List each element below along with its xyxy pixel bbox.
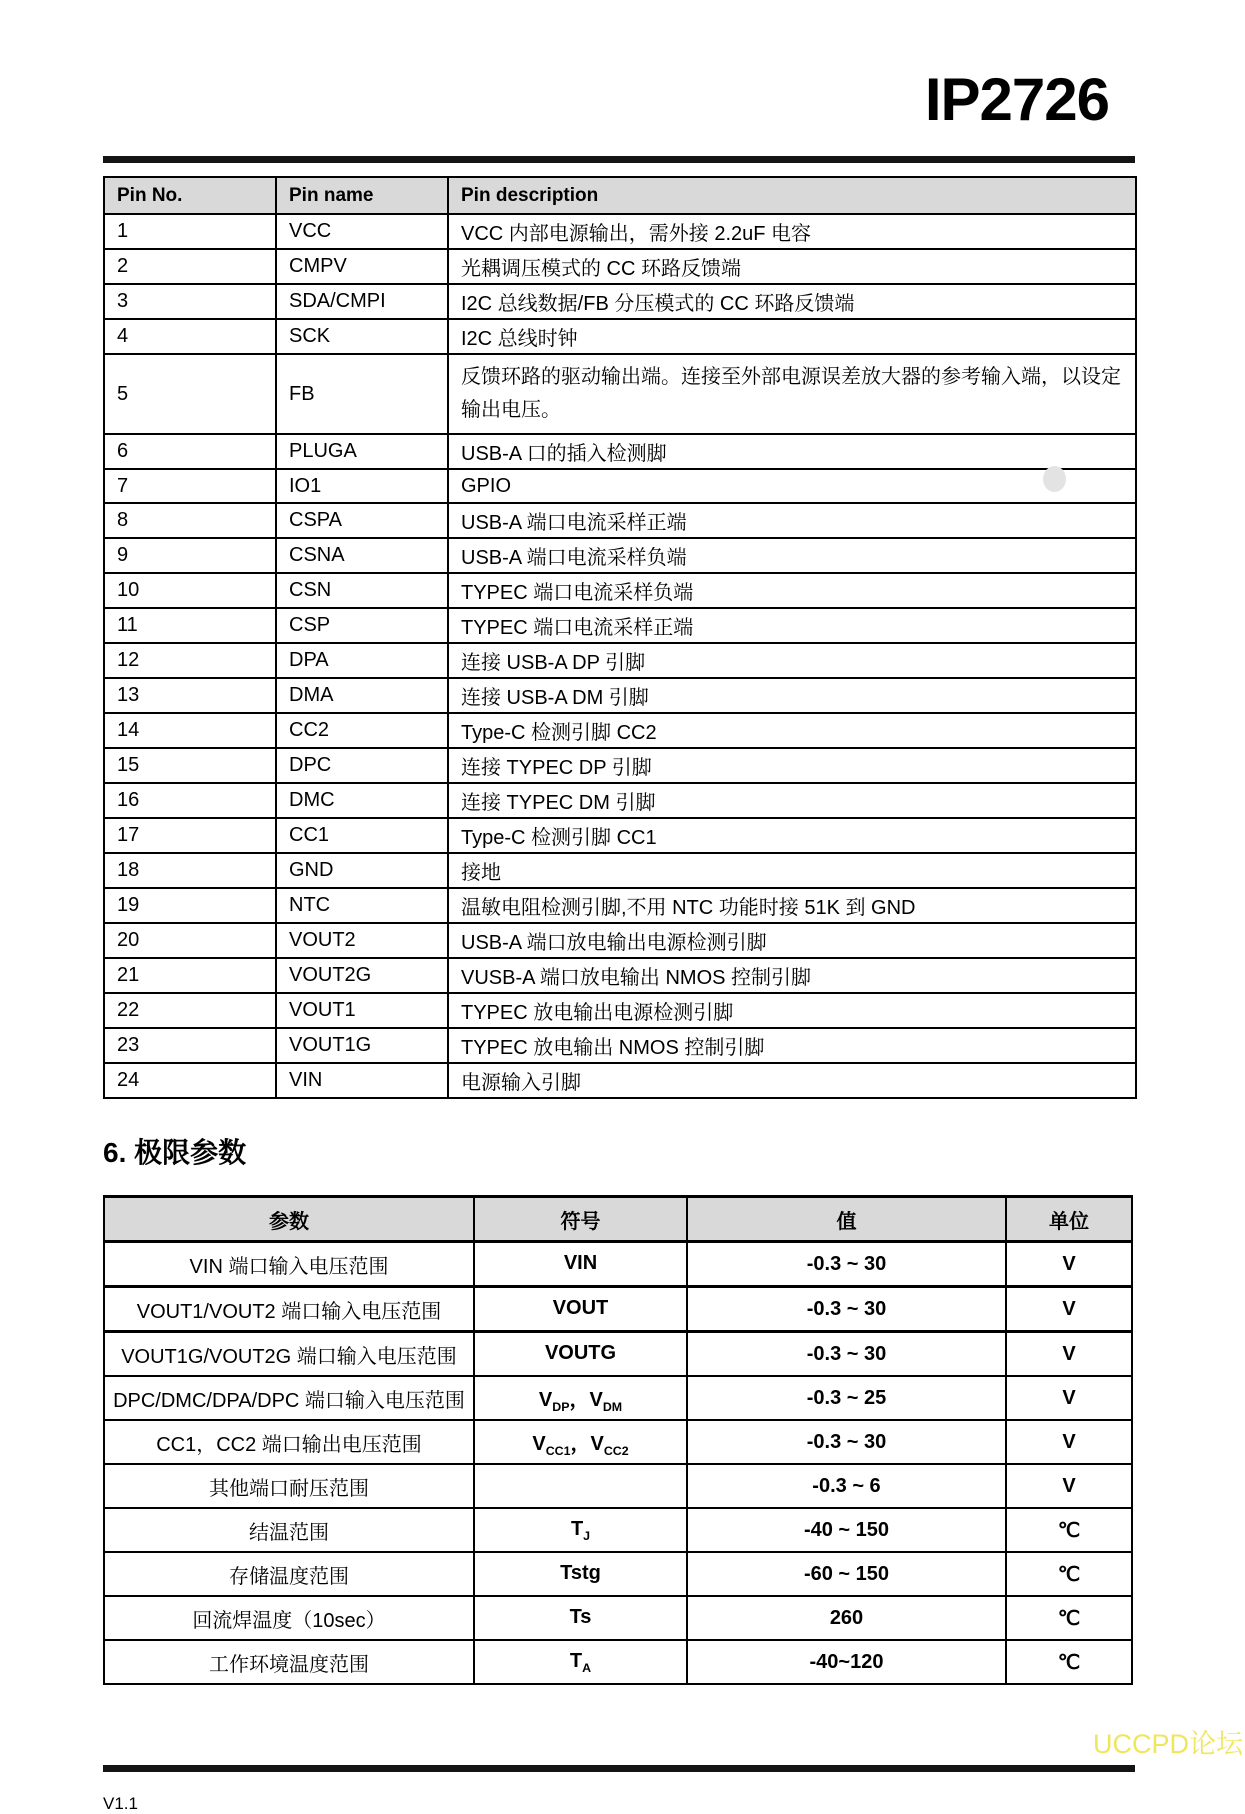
table-row: [104, 678, 1136, 713]
limit-table-header-row: [104, 1197, 1132, 1242]
pin-no-cell: 6: [104, 434, 276, 469]
table-row: [104, 1376, 1132, 1420]
pin-name-cell: NTC: [276, 888, 448, 923]
pin-no-cell: 2: [104, 249, 276, 284]
pin-table-header-row: [104, 177, 1136, 214]
pin-name-cell: SCK: [276, 319, 448, 354]
pin-desc-cell: TYPEC 端口电流采样负端: [448, 573, 1136, 608]
pin-desc-cell: TYPEC 端口电流采样正端: [448, 608, 1136, 643]
param-cell: 结温范围: [104, 1508, 474, 1552]
param-header: 参数: [104, 1197, 474, 1242]
table-row: [104, 1287, 1132, 1332]
table-row: [104, 993, 1136, 1028]
pin-description-header: Pin description: [448, 177, 1136, 214]
symbol-cell: $V_{CC1}$，$V_{CC2}$: [474, 1420, 687, 1464]
pin-name-cell: VOUT2: [276, 923, 448, 958]
pin-desc-cell: I2C 总线数据/FB 分压模式的 CC 环路反馈端: [448, 284, 1136, 319]
table-row: [104, 888, 1136, 923]
unit-cell: V: [1006, 1242, 1132, 1287]
unit-cell: ℃: [1006, 1596, 1132, 1640]
pin-no-cell: 14: [104, 713, 276, 748]
pin-name-cell: CMPV: [276, 249, 448, 284]
pin-desc-cell: USB-A 端口电流采样正端: [448, 503, 1136, 538]
symbol-cell: VOUTG: [474, 1332, 687, 1377]
table-row: [104, 853, 1136, 888]
pin-no-cell: 12: [104, 643, 276, 678]
value-cell: -0.3 ~ 30: [687, 1332, 1006, 1377]
table-row: [104, 1420, 1132, 1464]
symbol-cell: [474, 1464, 687, 1508]
pin-desc-cell: 连接 USB-A DP 引脚: [448, 643, 1136, 678]
unit-cell: V: [1006, 1287, 1132, 1332]
pin-name-cell: VOUT2G: [276, 958, 448, 993]
pin-no-cell: 15: [104, 748, 276, 783]
symbol-cell: Tstg: [474, 1552, 687, 1596]
value-cell: 260: [687, 1596, 1006, 1640]
pin-desc-cell: 接地: [448, 853, 1136, 888]
param-cell: VOUT1G/VOUT2G 端口输入电压范围: [104, 1332, 474, 1377]
table-row: [104, 434, 1136, 469]
pin-desc-cell: USB-A 口的插入检测脚: [448, 434, 1136, 469]
table-row: [104, 643, 1136, 678]
pin-no-cell: 4: [104, 319, 276, 354]
pin-desc-cell: 反馈环路的驱动输出端。连接至外部电源误差放大器的参考输入端，以设定输出电压。: [448, 354, 1136, 434]
pin-name-cell: VCC: [276, 214, 448, 249]
value-cell: -0.3 ~ 6: [687, 1464, 1006, 1508]
table-row: [104, 1242, 1132, 1287]
pin-desc-cell: VUSB-A 端口放电输出 NMOS 控制引脚: [448, 958, 1136, 993]
page-title: IP2726: [924, 66, 1109, 133]
pin-no-cell: 23: [104, 1028, 276, 1063]
table-row: [104, 818, 1136, 853]
pin-desc-cell: 连接 USB-A DM 引脚: [448, 678, 1136, 713]
unit-cell: V: [1006, 1464, 1132, 1508]
table-row: [104, 608, 1136, 643]
table-row: [104, 958, 1136, 993]
pin-name-cell: DMA: [276, 678, 448, 713]
pin-no-cell: 22: [104, 993, 276, 1028]
pin-name-cell: CSPA: [276, 503, 448, 538]
symbol-cell: VOUT: [474, 1287, 687, 1332]
table-row: [104, 319, 1136, 354]
param-cell: 存储温度范围: [104, 1552, 474, 1596]
value-header: 值: [687, 1197, 1006, 1242]
pin-name-cell: CC1: [276, 818, 448, 853]
pin-desc-cell: 电源输入引脚: [448, 1063, 1136, 1098]
pin-no-cell: 5: [104, 354, 276, 434]
table-row: [104, 1028, 1136, 1063]
symbol-cell: $T_J$: [474, 1508, 687, 1552]
symbol-cell: Ts: [474, 1596, 687, 1640]
pin-name-header: Pin name: [276, 177, 448, 214]
version-label: V1.1: [103, 1794, 138, 1813]
value-cell: -40~120: [687, 1640, 1006, 1684]
table-row: [104, 503, 1136, 538]
pin-desc-cell: USB-A 端口放电输出电源检测引脚: [448, 923, 1136, 958]
section-heading: 6. 极限参数: [103, 1137, 247, 1168]
table-row: [104, 469, 1136, 503]
value-cell: -0.3 ~ 25: [687, 1376, 1006, 1420]
pin-no-cell: 18: [104, 853, 276, 888]
watermark: UCCPD论坛: [1092, 1729, 1243, 1759]
pin-name-cell: DMC: [276, 783, 448, 818]
pin-desc-cell: 温敏电阻检测引脚,不用 NTC 功能时接 51K 到 GND: [448, 888, 1136, 923]
table-row: [104, 1596, 1132, 1640]
pin-desc-cell: GPIO: [448, 469, 1136, 503]
pin-no-cell: 13: [104, 678, 276, 713]
unit-cell: V: [1006, 1420, 1132, 1464]
pin-no-cell: 24: [104, 1063, 276, 1098]
pin-desc-cell: 连接 TYPEC DM 引脚: [448, 783, 1136, 818]
pin-no-cell: 16: [104, 783, 276, 818]
pin-no-cell: 10: [104, 573, 276, 608]
param-cell: 其他端口耐压范围: [104, 1464, 474, 1508]
pin-name-cell: CSNA: [276, 538, 448, 573]
pin-desc-cell: TYPEC 放电输出电源检测引脚: [448, 993, 1136, 1028]
table-row: [104, 214, 1136, 249]
table-row: [104, 573, 1136, 608]
value-cell: -0.3 ~ 30: [687, 1420, 1006, 1464]
pin-desc-cell: USB-A 端口电流采样负端: [448, 538, 1136, 573]
pin-no-cell: 20: [104, 923, 276, 958]
param-cell: 工作环境温度范围: [104, 1640, 474, 1684]
unit-cell: ℃: [1006, 1508, 1132, 1552]
pin-name-cell: VOUT1G: [276, 1028, 448, 1063]
table-row: [104, 923, 1136, 958]
pin-no-cell: 8: [104, 503, 276, 538]
symbol-cell: $T_A$: [474, 1640, 687, 1684]
header-rule: [103, 156, 1135, 163]
pin-desc-cell: I2C 总线时钟: [448, 319, 1136, 354]
footer-rule: [103, 1765, 1135, 1772]
pin-no-cell: 7: [104, 469, 276, 503]
unit-header: 单位: [1006, 1197, 1132, 1242]
table-row: [104, 354, 1136, 434]
pin-desc-cell: TYPEC 放电输出 NMOS 控制引脚: [448, 1028, 1136, 1063]
unit-cell: V: [1006, 1376, 1132, 1420]
pin-no-cell: 9: [104, 538, 276, 573]
value-cell: -0.3 ~ 30: [687, 1287, 1006, 1332]
unit-cell: ℃: [1006, 1552, 1132, 1596]
table-row: [104, 1640, 1132, 1684]
pin-name-cell: VIN: [276, 1063, 448, 1098]
pin-no-cell: 3: [104, 284, 276, 319]
pin-name-cell: CC2: [276, 713, 448, 748]
table-row: [104, 284, 1136, 319]
pin-desc-cell: Type-C 检测引脚 CC2: [448, 713, 1136, 748]
table-row: [104, 1552, 1132, 1596]
param-cell: CC1，CC2 端口输出电压范围: [104, 1420, 474, 1464]
table-row: [104, 783, 1136, 818]
table-row: [104, 249, 1136, 284]
table-row: [104, 713, 1136, 748]
pin-no-cell: 11: [104, 608, 276, 643]
pin-name-cell: CSP: [276, 608, 448, 643]
pin-no-cell: 17: [104, 818, 276, 853]
pin-name-cell: PLUGA: [276, 434, 448, 469]
value-cell: -60 ~ 150: [687, 1552, 1006, 1596]
pin-no-cell: 21: [104, 958, 276, 993]
param-cell: VOUT1/VOUT2 端口输入电压范围: [104, 1287, 474, 1332]
pin-description-table: [103, 176, 1137, 1099]
symbol-cell: $V_{DP}$，$V_{DM}$: [474, 1376, 687, 1420]
param-cell: VIN 端口输入电压范围: [104, 1242, 474, 1287]
pin-name-cell: VOUT1: [276, 993, 448, 1028]
table-row: [104, 1063, 1136, 1098]
pin-desc-cell: VCC 内部电源输出，需外接 2.2uF 电容: [448, 214, 1136, 249]
unit-cell: ℃: [1006, 1640, 1132, 1684]
symbol-cell: VIN: [474, 1242, 687, 1287]
pin-name-cell: DPC: [276, 748, 448, 783]
table-row: [104, 1332, 1132, 1377]
table-row: [104, 748, 1136, 783]
param-cell: DPC/DMC/DPA/DPC 端口输入电压范围: [104, 1376, 474, 1420]
table-row: [104, 538, 1136, 573]
pin-name-cell: GND: [276, 853, 448, 888]
gray-dot-artifact: [1043, 466, 1066, 492]
pin-desc-cell: Type-C 检测引脚 CC1: [448, 818, 1136, 853]
param-cell: 回流焊温度（10sec）: [104, 1596, 474, 1640]
pin-name-cell: SDA/CMPI: [276, 284, 448, 319]
limit-parameters-table: [103, 1195, 1133, 1685]
pin-name-cell: FB: [276, 354, 448, 434]
pin-no-cell: 19: [104, 888, 276, 923]
value-cell: -0.3 ~ 30: [687, 1242, 1006, 1287]
pin-name-cell: CSN: [276, 573, 448, 608]
value-cell: -40 ~ 150: [687, 1508, 1006, 1552]
symbol-header: 符号: [474, 1197, 687, 1242]
pin-name-cell: IO1: [276, 469, 448, 503]
pin-desc-cell: 光耦调压模式的 CC 环路反馈端: [448, 249, 1136, 284]
pin-desc-cell: 连接 TYPEC DP 引脚: [448, 748, 1136, 783]
pin-no-cell: 1: [104, 214, 276, 249]
table-row: [104, 1508, 1132, 1552]
unit-cell: V: [1006, 1332, 1132, 1377]
table-row: [104, 1464, 1132, 1508]
pin-name-cell: DPA: [276, 643, 448, 678]
pin-no-header: Pin No.: [104, 177, 276, 214]
